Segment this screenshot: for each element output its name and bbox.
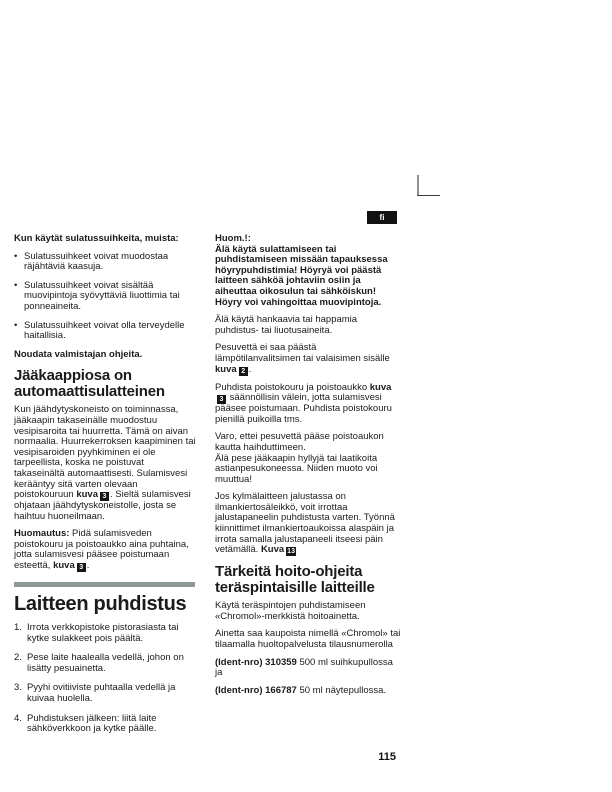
text-run: kuva [76, 489, 98, 501]
section-heading [14, 368, 197, 400]
paragraph [215, 234, 402, 308]
crop-mark-vertical [417, 175, 419, 196]
numbered-item [14, 714, 197, 735]
paragraph [215, 343, 402, 375]
numbered-item [14, 653, 197, 674]
text-run: Pesuvettä ei saa päästä lämpötilanvalitsimen tai valaisimen sisälle [215, 342, 390, 364]
text-run: . [86, 560, 90, 572]
section-heading [215, 564, 402, 596]
text-run: Irrota verkkopistoke pistorasiasta tai kytke sulakkeet pois päältä. [27, 622, 179, 644]
figure-ref-badge: 3 [77, 563, 86, 572]
text-run: Huom.!: [215, 233, 251, 244]
numbered-item [14, 623, 197, 644]
text-run: Älä käytä hankaavia tai happamia puhdistus- tai liuotusaineita. [215, 314, 358, 336]
text-run: Huomautus: [14, 528, 70, 540]
crop-mark-horizontal [417, 195, 440, 197]
bullet-item [14, 252, 197, 273]
list-marker: 2. [14, 652, 22, 664]
text-run: Ainetta saa kaupoista nimellä «Chromol» tai tilaamalla huoltopalvelusta tilausnumerolla [215, 628, 401, 651]
language-badge: fi [367, 211, 397, 224]
text-run: . Sieltä sulamisvesi ohjataan jäähdytyskoneistolle, josta se haihtuu huoneilmaan. [14, 489, 191, 522]
text-run: Älä pese jääkaapin hyllyjä tai laatikoita astianpesukoneessa. Niiden muoto voi muuttua! [215, 452, 378, 485]
text-run: Varo, ettei pesuvettä pääse poistoaukon kautta haihduttimeen. [215, 431, 384, 453]
figure-ref-badge: 2 [239, 367, 248, 376]
page-number: 115 [378, 751, 396, 763]
text-run: Jääkaappiosa on automaattisulatteinen [14, 367, 165, 401]
figure-ref-badge: 3 [100, 492, 109, 501]
list-marker: • [14, 279, 18, 291]
text-run: Pidä sulamisveden poistokouru ja poistoaukko aina puhtaina, jotta sulamisvesi pääsee poistumaan esteettä, [14, 528, 189, 572]
paragraph [14, 529, 197, 572]
text-run: Käytä teräspintojen puhdistamiseen «Chromol»-merkkistä hoitoainetta. [215, 600, 366, 622]
list-marker: 4. [14, 712, 22, 724]
text-run: Älä käytä sulattamiseen tai puhdistamiseen missään tapauksessa höyrypuhdistimia! Höyryä voi päästä laitteen sähköä johtaviin osiin ja aiheuttaa oikosulun tai sähköiskun! Höyry voi vahingoittaa muovipintoja. [215, 243, 388, 308]
paragraph [215, 686, 402, 697]
paragraph [215, 629, 402, 650]
text-run: (Ident-nro) 310359 [215, 656, 297, 668]
text-run: Puhdista poistokouru ja poistoaukko [215, 381, 370, 393]
text-run: säännöllisin välein, jotta sulamisvesi pääsee poistumaan. Puhdista poistokouru pienillä puikoilla tms. [215, 392, 392, 425]
paragraph [14, 405, 197, 522]
text-run: Jos kylmälaitteen jalustassa on ilmankiertosäleikkö, voit irrottaa jalustapaneelin puhdistusta varten. Työnnä kiinnittimet ilmankiertoaukoissa alaspäin ja irrota samalla jalustapaneeli itseesi päin vetämällä. [215, 491, 395, 556]
left-column [14, 234, 197, 744]
text-run: Noudata valmistajan ohjeita. [14, 348, 143, 360]
bullet-list [14, 252, 197, 342]
numbered-list [14, 623, 197, 735]
paragraph [215, 492, 402, 556]
text-run: Kuva [260, 544, 285, 556]
text-run: Sulatussuihkeet voivat olla terveydelle haitallisia. [24, 319, 185, 342]
paragraph [215, 432, 402, 485]
paragraph [215, 658, 402, 679]
large-section-heading [14, 594, 197, 615]
numbered-item [14, 683, 197, 704]
paragraph [215, 601, 402, 622]
text-run: Laitteen puhdistus [14, 593, 187, 616]
text-run: Puhdistuksen jälkeen: liitä laite sähköverkkoon ja kytke päälle. [27, 712, 157, 735]
bullet-item [14, 281, 197, 313]
text-run: Sulatussuihkeet voivat muodostaa räjähtäviä kaasuja. [24, 250, 169, 273]
text-run: Pyyhi ovitiiviste puhtaalla vedellä ja kuivaa huolella. [27, 682, 176, 705]
figure-ref-badge: 13 [287, 548, 295, 556]
list-marker: 1. [14, 622, 22, 634]
text-run: Kun jäähdytyskoneisto on toiminnassa, jääkaapin takaseinälle muodostuu vesipisaroita tai huurretta. Tämä on aivan normaalia. Huurrekerroksen kaapiminen tai vesipisaroiden pyyhkiminen ei ole tarpeellista, koska ne poistuvat takaseinältä automaattisesti. Sulamisvesi kerääntyy sitä varten olevaan poistokouruun [14, 404, 196, 501]
crop-mark [417, 175, 440, 196]
text-run: kuva [53, 560, 75, 572]
text-run: . [248, 363, 252, 375]
text-run: Tärkeitä hoito-ohjeita teräspintaisille laitteille [215, 563, 375, 597]
text-run: kuva [369, 381, 392, 393]
list-marker: • [14, 250, 18, 262]
figure-ref-badge: 3 [217, 395, 226, 404]
section-divider-bar [14, 582, 195, 587]
text-run: Kun käytät sulatussuihkeita, muista: [14, 233, 179, 244]
text-run: Pese laite haalealla vedellä, johon on lisätty pesuainetta. [27, 652, 184, 674]
paragraph [215, 315, 402, 336]
paragraph [14, 350, 197, 361]
list-marker: • [14, 319, 18, 331]
text-run: (Ident-nro) 166787 [215, 684, 297, 696]
text-run: kuva [215, 363, 237, 375]
text-run: 50 ml näytepullossa. [296, 684, 387, 696]
text-run: 500 ml suihkupullossa ja [215, 656, 393, 679]
bullet-item [14, 321, 197, 342]
list-marker: 3. [14, 682, 22, 694]
right-column [215, 234, 402, 703]
paragraph [215, 383, 402, 426]
paragraph [14, 234, 197, 245]
text-run: Sulatussuihkeet voivat sisältää muovipintoja syövyttäviä liuottimia tai ponneaineita. [24, 279, 180, 312]
